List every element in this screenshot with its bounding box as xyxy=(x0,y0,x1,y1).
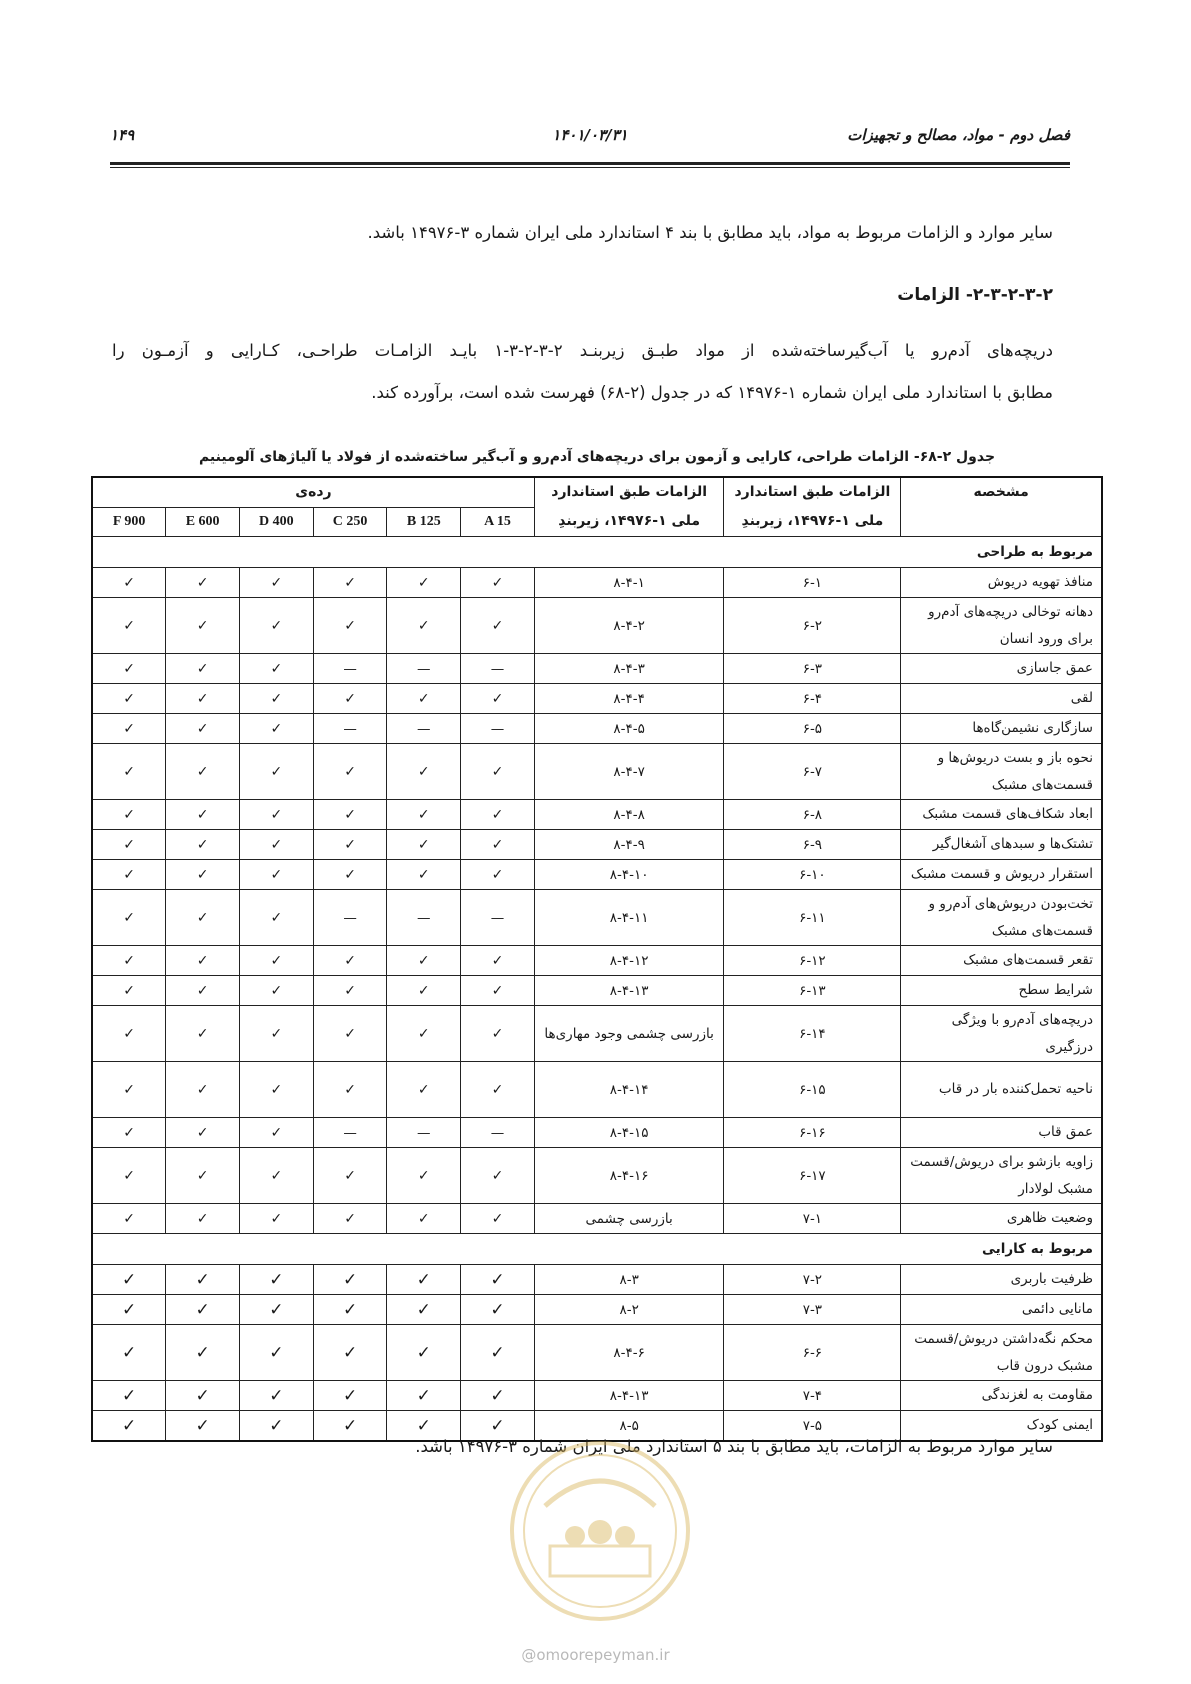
check-mark: ✓ xyxy=(387,1295,461,1325)
check-mark: ✓ xyxy=(387,1325,461,1381)
dash-mark: — xyxy=(461,890,535,946)
row-std2: ۸-۴-۳ xyxy=(534,654,724,684)
header-std1: الزامات طبق استاندارد ملی ۱-۱۴۹۷۶، زیربندِ xyxy=(724,477,901,537)
check-mark: ✓ xyxy=(387,946,461,976)
row-std1: ۶-۲ xyxy=(724,598,901,654)
row-std1: ۶-۵ xyxy=(724,714,901,744)
check-mark: ✓ xyxy=(166,946,240,976)
check-mark: ✓ xyxy=(92,830,166,860)
check-mark: ✓ xyxy=(313,684,387,714)
check-mark: ✓ xyxy=(461,1062,535,1118)
header-rule xyxy=(110,162,1070,165)
check-mark: ✓ xyxy=(166,890,240,946)
check-mark: ✓ xyxy=(166,1295,240,1325)
check-mark: ✓ xyxy=(387,684,461,714)
paragraph-requirements-line2: مطابق با استاندارد ملی ایران شماره ۱-۱۴۹۷۶ که در جدول (۲-۶۸) فهرست شده است، برآورده کند. xyxy=(371,383,1053,402)
table-row xyxy=(92,860,1102,890)
check-mark: ✓ xyxy=(92,1204,166,1234)
row-std2: ۸-۴-۱۳ xyxy=(534,976,724,1006)
check-mark: ✓ xyxy=(313,1204,387,1234)
check-mark: ✓ xyxy=(461,800,535,830)
page-number: ۱۴۹ xyxy=(110,126,135,144)
check-mark: ✓ xyxy=(387,744,461,800)
check-mark: ✓ xyxy=(461,976,535,1006)
check-mark: ✓ xyxy=(313,1006,387,1062)
row-spec: منافذ تهویه دریوش xyxy=(901,568,1102,598)
row-std1: ۶-۱۵ xyxy=(724,1062,901,1118)
check-mark: ✓ xyxy=(92,946,166,976)
check-mark: ✓ xyxy=(166,1148,240,1204)
check-mark: ✓ xyxy=(239,568,313,598)
check-mark: ✓ xyxy=(387,568,461,598)
check-mark: ✓ xyxy=(461,1295,535,1325)
check-mark: ✓ xyxy=(92,654,166,684)
row-std2: ۸-۴-۱۴ xyxy=(534,1062,724,1118)
table-row xyxy=(92,890,1102,946)
check-mark: ✓ xyxy=(387,830,461,860)
check-mark: ✓ xyxy=(92,1062,166,1118)
check-mark: ✓ xyxy=(239,946,313,976)
check-mark: ✓ xyxy=(92,1325,166,1381)
check-mark: ✓ xyxy=(92,976,166,1006)
check-mark: ✓ xyxy=(313,598,387,654)
row-std1: ۶-۱۰ xyxy=(724,860,901,890)
check-mark: ✓ xyxy=(92,1295,166,1325)
row-spec: ناحیه تحمل‌کننده بار در قاب xyxy=(901,1062,1102,1118)
row-spec: سازگاری نشیمن‌گاه‌ها xyxy=(901,714,1102,744)
row-std2: ۸-۴-۱۶ xyxy=(534,1148,724,1204)
group-design-label: مربوط به طراحی xyxy=(92,537,1102,568)
check-mark: ✓ xyxy=(166,1006,240,1062)
check-mark: ✓ xyxy=(313,744,387,800)
check-mark: ✓ xyxy=(92,800,166,830)
class-a15: A 15 xyxy=(461,507,535,537)
check-mark: ✓ xyxy=(313,568,387,598)
check-mark: ✓ xyxy=(92,714,166,744)
check-mark: ✓ xyxy=(92,1006,166,1062)
check-mark: ✓ xyxy=(166,860,240,890)
check-mark: ✓ xyxy=(92,1411,166,1442)
class-b125: B 125 xyxy=(387,507,461,537)
dash-mark: — xyxy=(387,714,461,744)
check-mark: ✓ xyxy=(461,568,535,598)
check-mark: ✓ xyxy=(239,800,313,830)
check-mark: ✓ xyxy=(461,1381,535,1411)
check-mark: ✓ xyxy=(92,890,166,946)
check-mark: ✓ xyxy=(461,1411,535,1442)
table-row xyxy=(92,1118,1102,1148)
check-mark: ✓ xyxy=(313,1381,387,1411)
check-mark: ✓ xyxy=(461,1265,535,1295)
row-spec: عمق جاسازی xyxy=(901,654,1102,684)
dash-mark: — xyxy=(461,1118,535,1148)
check-mark: ✓ xyxy=(239,976,313,1006)
check-mark: ✓ xyxy=(313,830,387,860)
check-mark: ✓ xyxy=(92,860,166,890)
check-mark: ✓ xyxy=(239,1062,313,1118)
class-e600: E 600 xyxy=(166,507,240,537)
check-mark: ✓ xyxy=(387,1204,461,1234)
row-std1: ۷-۵ xyxy=(724,1411,901,1442)
check-mark: ✓ xyxy=(166,1325,240,1381)
table-row xyxy=(92,684,1102,714)
check-mark: ✓ xyxy=(166,830,240,860)
check-mark: ✓ xyxy=(313,860,387,890)
check-mark: ✓ xyxy=(166,654,240,684)
row-spec: مقاومت به لغزندگی xyxy=(901,1381,1102,1411)
row-std2: ۸-۴-۱۵ xyxy=(534,1118,724,1148)
check-mark: ✓ xyxy=(461,744,535,800)
table-row xyxy=(92,1148,1102,1204)
check-mark: ✓ xyxy=(239,1204,313,1234)
row-std1: ۷-۲ xyxy=(724,1265,901,1295)
check-mark: ✓ xyxy=(461,1204,535,1234)
check-mark: ✓ xyxy=(461,684,535,714)
table-row xyxy=(92,714,1102,744)
check-mark: ✓ xyxy=(387,976,461,1006)
check-mark: ✓ xyxy=(166,1411,240,1442)
header-date: ۱۴۰۱/۰۳/۳۱ xyxy=(552,126,628,144)
row-spec: ابعاد شکاف‌های قسمت مشبک xyxy=(901,800,1102,830)
check-mark: ✓ xyxy=(387,800,461,830)
row-spec: مانایی دائمی xyxy=(901,1295,1102,1325)
row-std2: ۸-۴-۱۲ xyxy=(534,946,724,976)
check-mark: ✓ xyxy=(166,568,240,598)
check-mark: ✓ xyxy=(313,1062,387,1118)
row-std1: ۷-۴ xyxy=(724,1381,901,1411)
table-row xyxy=(92,1062,1102,1118)
row-std2: ۸-۵ xyxy=(534,1411,724,1442)
row-spec: نحوه باز و بست دریوش‌ها و قسمت‌های مشبک xyxy=(901,744,1102,800)
check-mark: ✓ xyxy=(461,946,535,976)
check-mark: ✓ xyxy=(92,744,166,800)
check-mark: ✓ xyxy=(166,744,240,800)
check-mark: ✓ xyxy=(387,1381,461,1411)
row-std2: ۸-۴-۱ xyxy=(534,568,724,598)
paragraph-other-requirements: سایر موارد مربوط به الزامات، باید مطابق با بند ۵ استاندارد ملی ایران شماره ۳-۱۴۹۷۶ باشد. xyxy=(415,1437,1053,1456)
check-mark: ✓ xyxy=(239,744,313,800)
table-row xyxy=(92,1325,1102,1381)
check-mark: ✓ xyxy=(387,1148,461,1204)
check-mark: ✓ xyxy=(239,654,313,684)
check-mark: ✓ xyxy=(239,1006,313,1062)
check-mark: ✓ xyxy=(166,1381,240,1411)
check-mark: ✓ xyxy=(461,1325,535,1381)
row-std2: ۸-۲ xyxy=(534,1295,724,1325)
dash-mark: — xyxy=(313,890,387,946)
table-caption: جدول ۲-۶۸- الزامات طراحی، کارایی و آزمون برای دریچه‌های آدم‌رو و آب‌گیر ساخته‌شده از فولاد یا آلیاژهای آلومینیم xyxy=(198,449,996,465)
group-design xyxy=(92,537,1102,568)
check-mark: ✓ xyxy=(92,598,166,654)
check-mark: ✓ xyxy=(166,1204,240,1234)
check-mark: ✓ xyxy=(166,800,240,830)
table-row xyxy=(92,976,1102,1006)
dash-mark: — xyxy=(387,890,461,946)
chapter-title: فصل دوم - مواد، مصالح و تجهیزات xyxy=(847,126,1070,144)
row-std2: ۸-۴-۶ xyxy=(534,1325,724,1381)
check-mark: ✓ xyxy=(239,1381,313,1411)
row-std1: ۶-۱ xyxy=(724,568,901,598)
dash-mark: — xyxy=(313,1118,387,1148)
table-row xyxy=(92,568,1102,598)
row-std1: ۶-۱۴ xyxy=(724,1006,901,1062)
check-mark: ✓ xyxy=(239,860,313,890)
header-std2: الزامات طبق استاندارد ملی ۱-۱۴۹۷۶، زیربندِ xyxy=(534,477,724,537)
check-mark: ✓ xyxy=(387,1062,461,1118)
check-mark: ✓ xyxy=(92,684,166,714)
table-row xyxy=(92,744,1102,800)
check-mark: ✓ xyxy=(387,1411,461,1442)
row-std1: ۶-۶ xyxy=(724,1325,901,1381)
stamp-logo xyxy=(505,1436,695,1626)
dash-mark: — xyxy=(313,714,387,744)
table-row xyxy=(92,598,1102,654)
row-std1: ۶-۴ xyxy=(724,684,901,714)
check-mark: ✓ xyxy=(313,1411,387,1442)
check-mark: ✓ xyxy=(387,860,461,890)
table-row xyxy=(92,1006,1102,1062)
table-row xyxy=(92,830,1102,860)
row-spec: تخت‌بودن دریوش‌های آدم‌رو و قسمت‌های مشبک xyxy=(901,890,1102,946)
check-mark: ✓ xyxy=(387,1265,461,1295)
row-spec: دریچه‌های آدم‌رو با ویژگی درزگیری xyxy=(901,1006,1102,1062)
check-mark: ✓ xyxy=(239,714,313,744)
section-heading: ۲-۳-۲-۳-۲- الزامات xyxy=(897,285,1053,305)
paragraph-materials: سایر موارد و الزامات مربوط به مواد، باید مطابق با بند ۴ استاندارد ملی ایران شماره ۳-۱۴۹۷۶ باشد. xyxy=(367,223,1053,242)
row-spec: محکم نگه‌داشتن دریوش/قسمت مشبک درون قاب xyxy=(901,1325,1102,1381)
check-mark: ✓ xyxy=(239,830,313,860)
row-std2: ۸-۴-۷ xyxy=(534,744,724,800)
check-mark: ✓ xyxy=(387,598,461,654)
table-row xyxy=(92,1204,1102,1234)
row-spec: وضعیت ظاهری xyxy=(901,1204,1102,1234)
row-std2: بازرسی چشمی xyxy=(534,1204,724,1234)
check-mark: ✓ xyxy=(313,1325,387,1381)
header-rule-thin xyxy=(110,167,1070,168)
check-mark: ✓ xyxy=(166,598,240,654)
table-row xyxy=(92,1381,1102,1411)
check-mark: ✓ xyxy=(313,1295,387,1325)
check-mark: ✓ xyxy=(461,860,535,890)
row-std2: ۸-۴-۴ xyxy=(534,684,724,714)
group-performance xyxy=(92,1234,1102,1265)
table-row xyxy=(92,654,1102,684)
check-mark: ✓ xyxy=(166,714,240,744)
row-std2: ۸-۴-۸ xyxy=(534,800,724,830)
row-spec: شرایط سطح xyxy=(901,976,1102,1006)
row-std2: ۸-۴-۱۰ xyxy=(534,860,724,890)
row-std2: بازرسی چشمی وجود مهاری‌ها xyxy=(534,1006,724,1062)
row-spec: ظرفیت باربری xyxy=(901,1265,1102,1295)
check-mark: ✓ xyxy=(166,684,240,714)
check-mark: ✓ xyxy=(313,1265,387,1295)
dash-mark: — xyxy=(387,654,461,684)
dash-mark: — xyxy=(461,654,535,684)
check-mark: ✓ xyxy=(92,1148,166,1204)
row-spec: استقرار دریوش و قسمت مشبک xyxy=(901,860,1102,890)
class-f900: F 900 xyxy=(92,507,166,537)
header-class: رده‌ی xyxy=(92,477,534,507)
check-mark: ✓ xyxy=(239,1265,313,1295)
row-std1: ۶-۹ xyxy=(724,830,901,860)
row-std1: ۶-۷ xyxy=(724,744,901,800)
row-std2: ۸-۴-۵ xyxy=(534,714,724,744)
row-std2: ۸-۴-۱۱ xyxy=(534,890,724,946)
check-mark: ✓ xyxy=(166,1118,240,1148)
check-mark: ✓ xyxy=(313,946,387,976)
dash-mark: — xyxy=(387,1118,461,1148)
row-spec: لقی xyxy=(901,684,1102,714)
check-mark: ✓ xyxy=(239,1325,313,1381)
check-mark: ✓ xyxy=(92,1118,166,1148)
page-header xyxy=(110,126,1070,156)
row-spec: تقعر قسمت‌های مشبک xyxy=(901,946,1102,976)
row-std2: ۸-۳ xyxy=(534,1265,724,1295)
check-mark: ✓ xyxy=(92,1381,166,1411)
class-d400: D 400 xyxy=(239,507,313,537)
check-mark: ✓ xyxy=(166,1062,240,1118)
row-std1: ۶-۱۱ xyxy=(724,890,901,946)
row-std1: ۶-۸ xyxy=(724,800,901,830)
check-mark: ✓ xyxy=(239,1148,313,1204)
watermark: @omoorepeyman.ir xyxy=(521,1646,670,1664)
row-std2: ۸-۴-۱۳ xyxy=(534,1381,724,1411)
row-std1: ۷-۳ xyxy=(724,1295,901,1325)
check-mark: ✓ xyxy=(239,598,313,654)
row-std1: ۷-۱ xyxy=(724,1204,901,1234)
row-std1: ۶-۱۶ xyxy=(724,1118,901,1148)
header-spec: مشخصه xyxy=(901,477,1102,537)
check-mark: ✓ xyxy=(461,1148,535,1204)
row-spec: زاویه بازشو برای دریوش/قسمت مشبک لولادار xyxy=(901,1148,1102,1204)
row-spec: دهانه توخالی دریچه‌های آدم‌رو برای ورود انسان xyxy=(901,598,1102,654)
row-std1: ۶-۱۷ xyxy=(724,1148,901,1204)
check-mark: ✓ xyxy=(92,568,166,598)
dash-mark: — xyxy=(461,714,535,744)
check-mark: ✓ xyxy=(461,598,535,654)
check-mark: ✓ xyxy=(239,1118,313,1148)
check-mark: ✓ xyxy=(313,1148,387,1204)
check-mark: ✓ xyxy=(461,830,535,860)
row-std1: ۶-۱۳ xyxy=(724,976,901,1006)
check-mark: ✓ xyxy=(461,1006,535,1062)
row-spec: عمق قاب xyxy=(901,1118,1102,1148)
check-mark: ✓ xyxy=(166,1265,240,1295)
check-mark: ✓ xyxy=(313,976,387,1006)
paragraph-requirements-line1: دریچه‌های آدم‌رو یا آب‌گیرساخته‌شده از مواد طبـق زیربنـد ۲-۳-۲-۳-۱ بایـد الزامـات طراحـی، کـارایی و آزمـون را xyxy=(112,341,1053,360)
table-row xyxy=(92,800,1102,830)
dash-mark: — xyxy=(313,654,387,684)
table-row xyxy=(92,946,1102,976)
requirements-table xyxy=(91,476,1103,1442)
class-c250: C 250 xyxy=(313,507,387,537)
check-mark: ✓ xyxy=(239,684,313,714)
check-mark: ✓ xyxy=(387,1006,461,1062)
row-spec: ایمنی کودک xyxy=(901,1411,1102,1442)
row-std2: ۸-۴-۹ xyxy=(534,830,724,860)
check-mark: ✓ xyxy=(92,1265,166,1295)
check-mark: ✓ xyxy=(239,1411,313,1442)
check-mark: ✓ xyxy=(239,1295,313,1325)
table-row xyxy=(92,1265,1102,1295)
check-mark: ✓ xyxy=(313,800,387,830)
row-std1: ۶-۱۲ xyxy=(724,946,901,976)
table-row xyxy=(92,1295,1102,1325)
group-performance-label: مربوط به کارایی xyxy=(92,1234,1102,1265)
row-std2: ۸-۴-۲ xyxy=(534,598,724,654)
check-mark: ✓ xyxy=(166,976,240,1006)
row-std1: ۶-۳ xyxy=(724,654,901,684)
row-spec: تشتک‌ها و سبدهای آشغال‌گیر xyxy=(901,830,1102,860)
check-mark: ✓ xyxy=(239,890,313,946)
